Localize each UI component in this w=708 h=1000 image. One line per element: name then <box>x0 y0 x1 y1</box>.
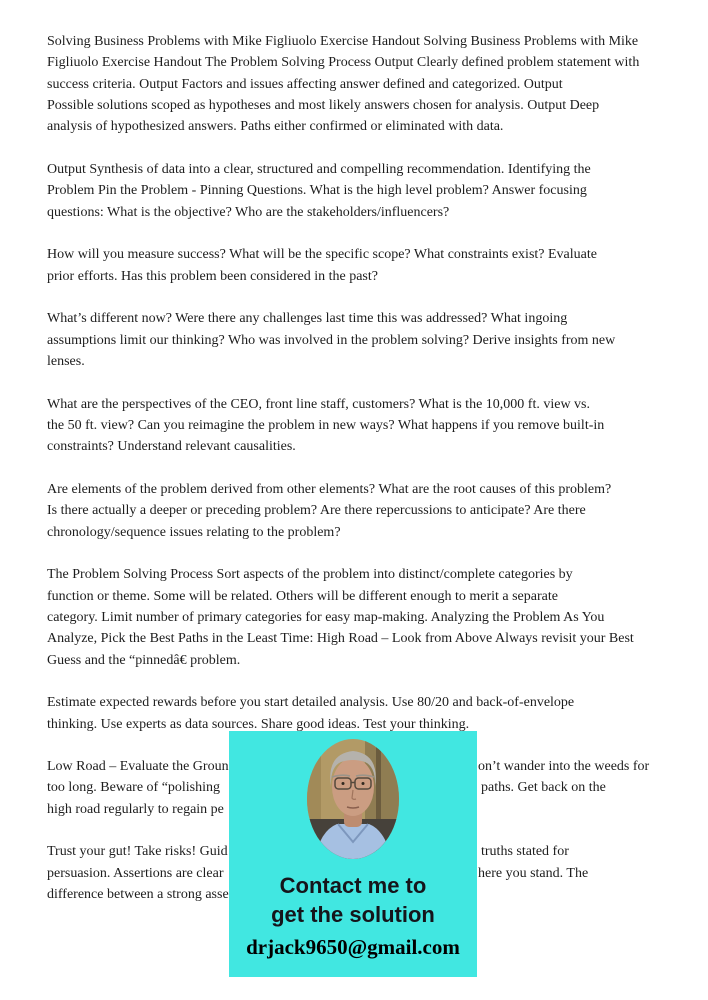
text-line: What are the perspectives of the CEO, front line staff, customers? What is the 10,000 ft. view vs. <box>47 396 590 412</box>
text-line: thinking. Use experts as data sources. Share good ideas. Test your thinking. <box>47 716 470 732</box>
text-line: Figliuolo Exercise Handout The Problem Solving Process Output Clearly defined problem statement with <box>47 55 640 71</box>
text-line: questions: What is the objective? Who are the stakeholders/influencers? <box>47 204 450 220</box>
text-line: the 50 ft. view? Can you reimagine the problem in new ways? What happens if you remove built-in <box>47 417 605 433</box>
paragraph-6 <box>47 479 663 543</box>
text-line: The Problem Solving Process Sort aspects of the problem into distinct/complete categories by <box>47 567 573 583</box>
text-line: Estimate expected rewards before you start detailed analysis. Use 80/20 and back-of-envelope <box>47 695 575 711</box>
text-line: category. Limit number of primary categories for easy map-making. Analyzing the Problem As You <box>47 609 605 625</box>
paragraph-8 <box>47 692 663 735</box>
paragraph-3 <box>47 244 663 287</box>
promo-headline-line2: get the solution <box>271 902 435 927</box>
text-line: assumptions limit our thinking? Who was involved in the problem solving? Derive insights from new <box>47 332 616 348</box>
paragraph-5 <box>47 394 663 458</box>
promo-headline-line1: Contact me to <box>279 873 427 898</box>
text-line: Is there actually a deeper or preceding problem? Are there repercussions to anticipate? Are there <box>47 503 586 519</box>
text-line: What’s different now? Were there any challenges last time this was addressed? What ingoing <box>47 311 568 327</box>
text-fragment-right: truths stated for <box>481 844 569 860</box>
text-line: constraints? Understand relevant causalities. <box>47 439 296 455</box>
text-line: lenses. <box>47 353 85 369</box>
text-line: Problem Pin the Problem - Pinning Questions. What is the high level problem? Answer focusing <box>47 183 587 199</box>
text-fragment-left: Trust your gut! Take risks! Guid <box>47 844 228 860</box>
text-line: How will you measure success? What will be the specific scope? What constraints exist? Evaluate <box>47 247 597 263</box>
paragraph-7 <box>47 564 663 671</box>
text-fragment-left: high road regularly to regain pe <box>47 801 224 817</box>
text-line: Guess and the “pinnedâ€ problem. <box>47 652 241 668</box>
text-line: Possible solutions scoped as hypotheses and most likely answers chosen for analysis. Output Deep <box>47 97 600 113</box>
text-line: function or theme. Some will be related. Others will be different enough to merit a separate <box>47 588 558 604</box>
text-fragment-right: paths. Get back on the <box>481 780 606 796</box>
text-fragment-right: on’t wander into the weeds for <box>478 759 650 775</box>
text-fragment-left: difference between a strong asse <box>47 887 229 903</box>
text-line: Analyze, Pick the Best Paths in the Least Time: High Road – Look from Above Always revisit your Best <box>47 631 634 647</box>
text-line: prior efforts. Has this problem been considered in the past? <box>47 268 378 284</box>
avatar <box>307 739 399 859</box>
text-line: analysis of hypothesized answers. Paths either confirmed or eliminated with data. <box>47 119 504 135</box>
paragraph-4 <box>47 308 663 372</box>
paragraph-2 <box>47 159 663 223</box>
paragraph-1 <box>47 31 663 138</box>
text-fragment-left: persuasion. Assertions are clear <box>47 865 224 881</box>
promo-headline <box>271 871 435 929</box>
text-line: Solving Business Problems with Mike Figliuolo Exercise Handout Solving Business Problems with Mike <box>47 34 639 49</box>
text-line: Are elements of the problem derived from other elements? What are the root causes of this problem? <box>47 481 612 497</box>
text-line: Output Synthesis of data into a clear, structured and compelling recommendation. Identifying the <box>47 161 591 177</box>
man-portrait-photo <box>307 739 399 859</box>
text-fragment-right: here you stand. The <box>478 865 589 881</box>
text-fragment-left: too long. Beware of “polishing <box>47 780 221 796</box>
promo-overlay[interactable] <box>229 731 477 977</box>
text-line: success criteria. Output Factors and issues affecting answer defined and categorized. Output <box>47 76 563 92</box>
text-fragment-left: Low Road – Evaluate the Groun <box>47 759 229 775</box>
contact-email[interactable]: drjack9650@gmail.com <box>246 935 460 959</box>
text-line: chronology/sequence issues relating to the problem? <box>47 524 341 540</box>
